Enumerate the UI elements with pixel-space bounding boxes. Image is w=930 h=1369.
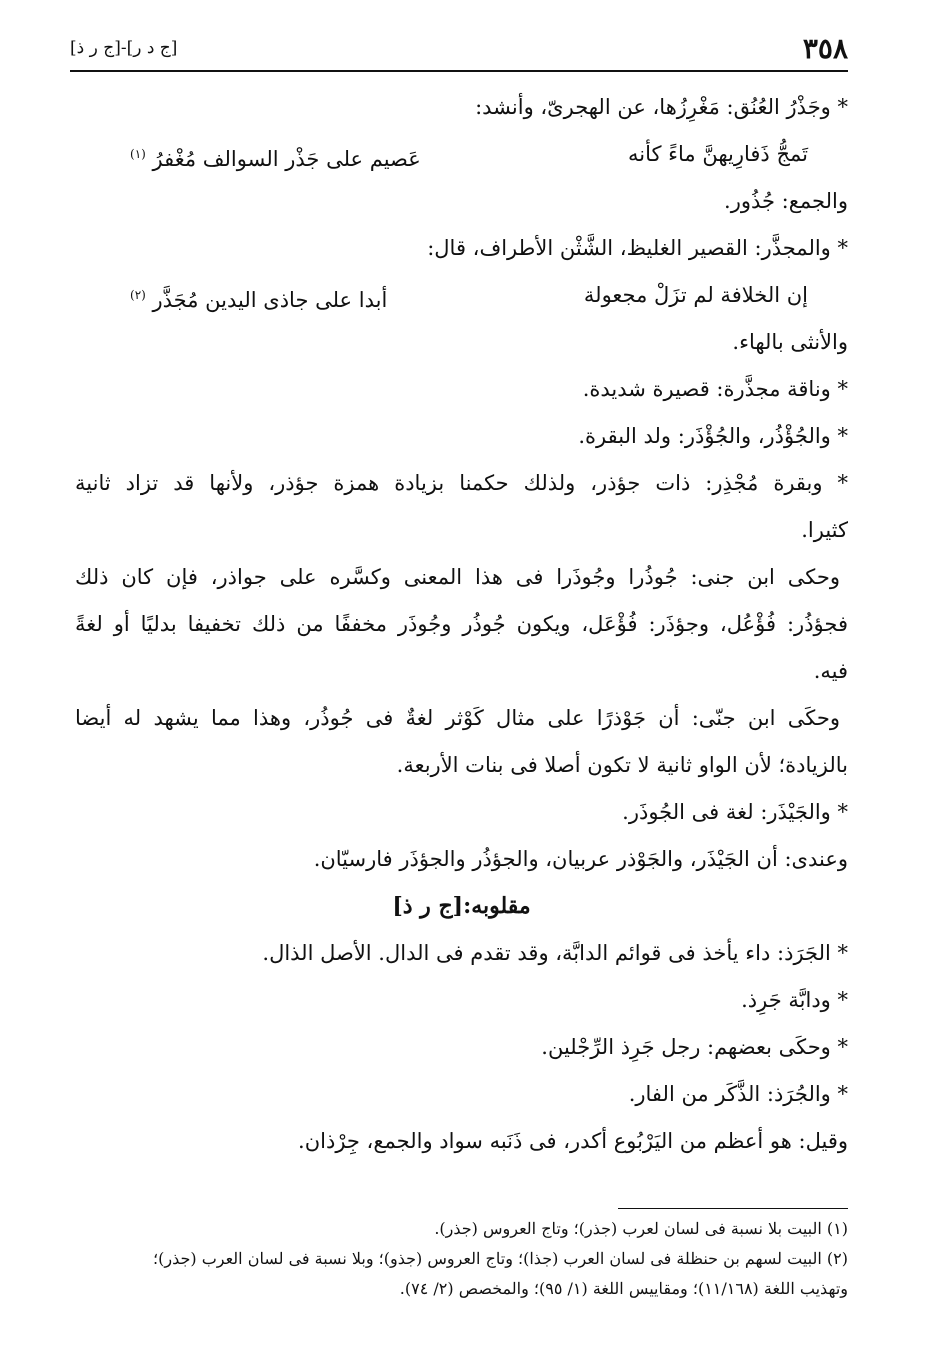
text-line: * والمجذَّر: القصير الغليظ، الشَّثْن الأطراف، قال: (427, 236, 848, 260)
text-line: * وناقة مجذَّرة: قصيرة شديدة. (582, 377, 848, 401)
text-line: * والجَيْذَر: لغة فى الجُوذَر. (622, 800, 848, 824)
page-number: ٣٥٨ (802, 32, 848, 65)
verse-hemistich-second (130, 272, 387, 324)
running-title: [ج د ر]-[ج ر ذ] (70, 38, 178, 58)
text-line: وحكى ابن جنى: جُوذُرا وجُوذَرا فى هذا المعنى وكسَّره على جواذر، فإن كان ذلك (75, 565, 840, 589)
text-line: والجمع: جُذُور. (724, 189, 848, 213)
verse-text: عَصيم على جَذْر السوالف مُغْفرُ (152, 147, 421, 171)
verse-hemistich-first: تَمجُّ ذَفارِيهنَّ ماءً كأنه (627, 142, 808, 166)
text-line: * والجُؤْذُر، والجُؤْذَر: ولد البقرة. (578, 424, 848, 448)
text-line: * وبقرة مُجْذِر: ذات جؤذر، ولذلك حكمنا بزيادة همزة جؤذر، ولأنها قد تزاد ثانية (75, 471, 848, 495)
text-line: بالزيادة؛ لأن الواو ثانية لا تكون أصلا فى بنات الأربعة. (396, 753, 848, 777)
text-line: * ودابَّة جَرِذ. (741, 988, 848, 1012)
verse-line (75, 272, 848, 319)
footnote-marker: (٢) (130, 288, 146, 302)
verse-hemistich-second (130, 131, 421, 183)
footnote-marker: (١) (130, 147, 146, 161)
text-line: * وحكَى بعضهم: رجل جَرِذ الرِّجْلين. (541, 1035, 848, 1059)
verse-text: أبدا على جاذى اليدين مُجَذَّر (152, 288, 388, 312)
text-line: * وجَذْرُ العُنُق: مَغْرِزُها، عن الهجرىّ، وأنشد: (475, 95, 848, 119)
text-line: فجؤذُر: فُؤْعُل، وجؤذَر: فُؤْعَل، ويكون جُوذُر وجُوذَر مخففًا من ذلك تخفيفا بدليًا أو لغةً (75, 612, 848, 636)
text-line: كثيرا. (801, 518, 848, 542)
footnote: (١) البيت بلا نسبة فى لسان لعرب (جذر)؛ وتاج العروس (جذر). (434, 1219, 848, 1238)
text-line: * الجَرَذ: داء يأخذ فى قوائم الدابَّة، وقد تقدم فى الدال. الأصل الذال. (262, 941, 848, 965)
text-line: وعندى: أن الجَيْذَر، والجَوْذر عربيان، والجؤذُر والجؤذَر فارسيّان. (313, 847, 848, 871)
page-header (70, 30, 848, 70)
verse-line (75, 131, 848, 178)
text-line: وقيل: هو أعظم من اليَرْبُوع أكدر، فى ذَنَبه سواد والجمع، جِرْذان. (298, 1129, 848, 1153)
footnote-divider (618, 1208, 848, 1209)
text-line: وحكَى ابن جنّى: أن جَوْذرًا على مثال كَوْثر لغةٌ فى جُوذُر، وهذا مما يشهد له أيضا (75, 706, 840, 730)
header-divider (70, 70, 848, 72)
verse-hemistich-first: إن الخلافة لم تزَلْ مجعولة (583, 283, 808, 307)
text-line: فيه. (813, 659, 848, 683)
footnotes (75, 1214, 848, 1304)
text-line: والأنثى بالهاء. (732, 330, 848, 354)
section-heading: مقلوبه:[ج ر ذ] (392, 893, 531, 919)
footnote: (٢) البيت لسهم بن حنظلة فى لسان العرب (جذا)؛ وتاج العروس (جذو)؛ وبلا نسبة فى لسان العرب (جذر)؛ (153, 1249, 848, 1268)
text-line: * والجُرَذ: الذَّكَر من الفار. (628, 1082, 848, 1106)
footnote-continuation: وتهذيب اللغة (١١/١٦٨)؛ ومقاييس اللغة (١/ ٩٥)؛ والمخصص (٢/ ٧٤). (399, 1279, 848, 1298)
page-body (75, 84, 848, 1165)
